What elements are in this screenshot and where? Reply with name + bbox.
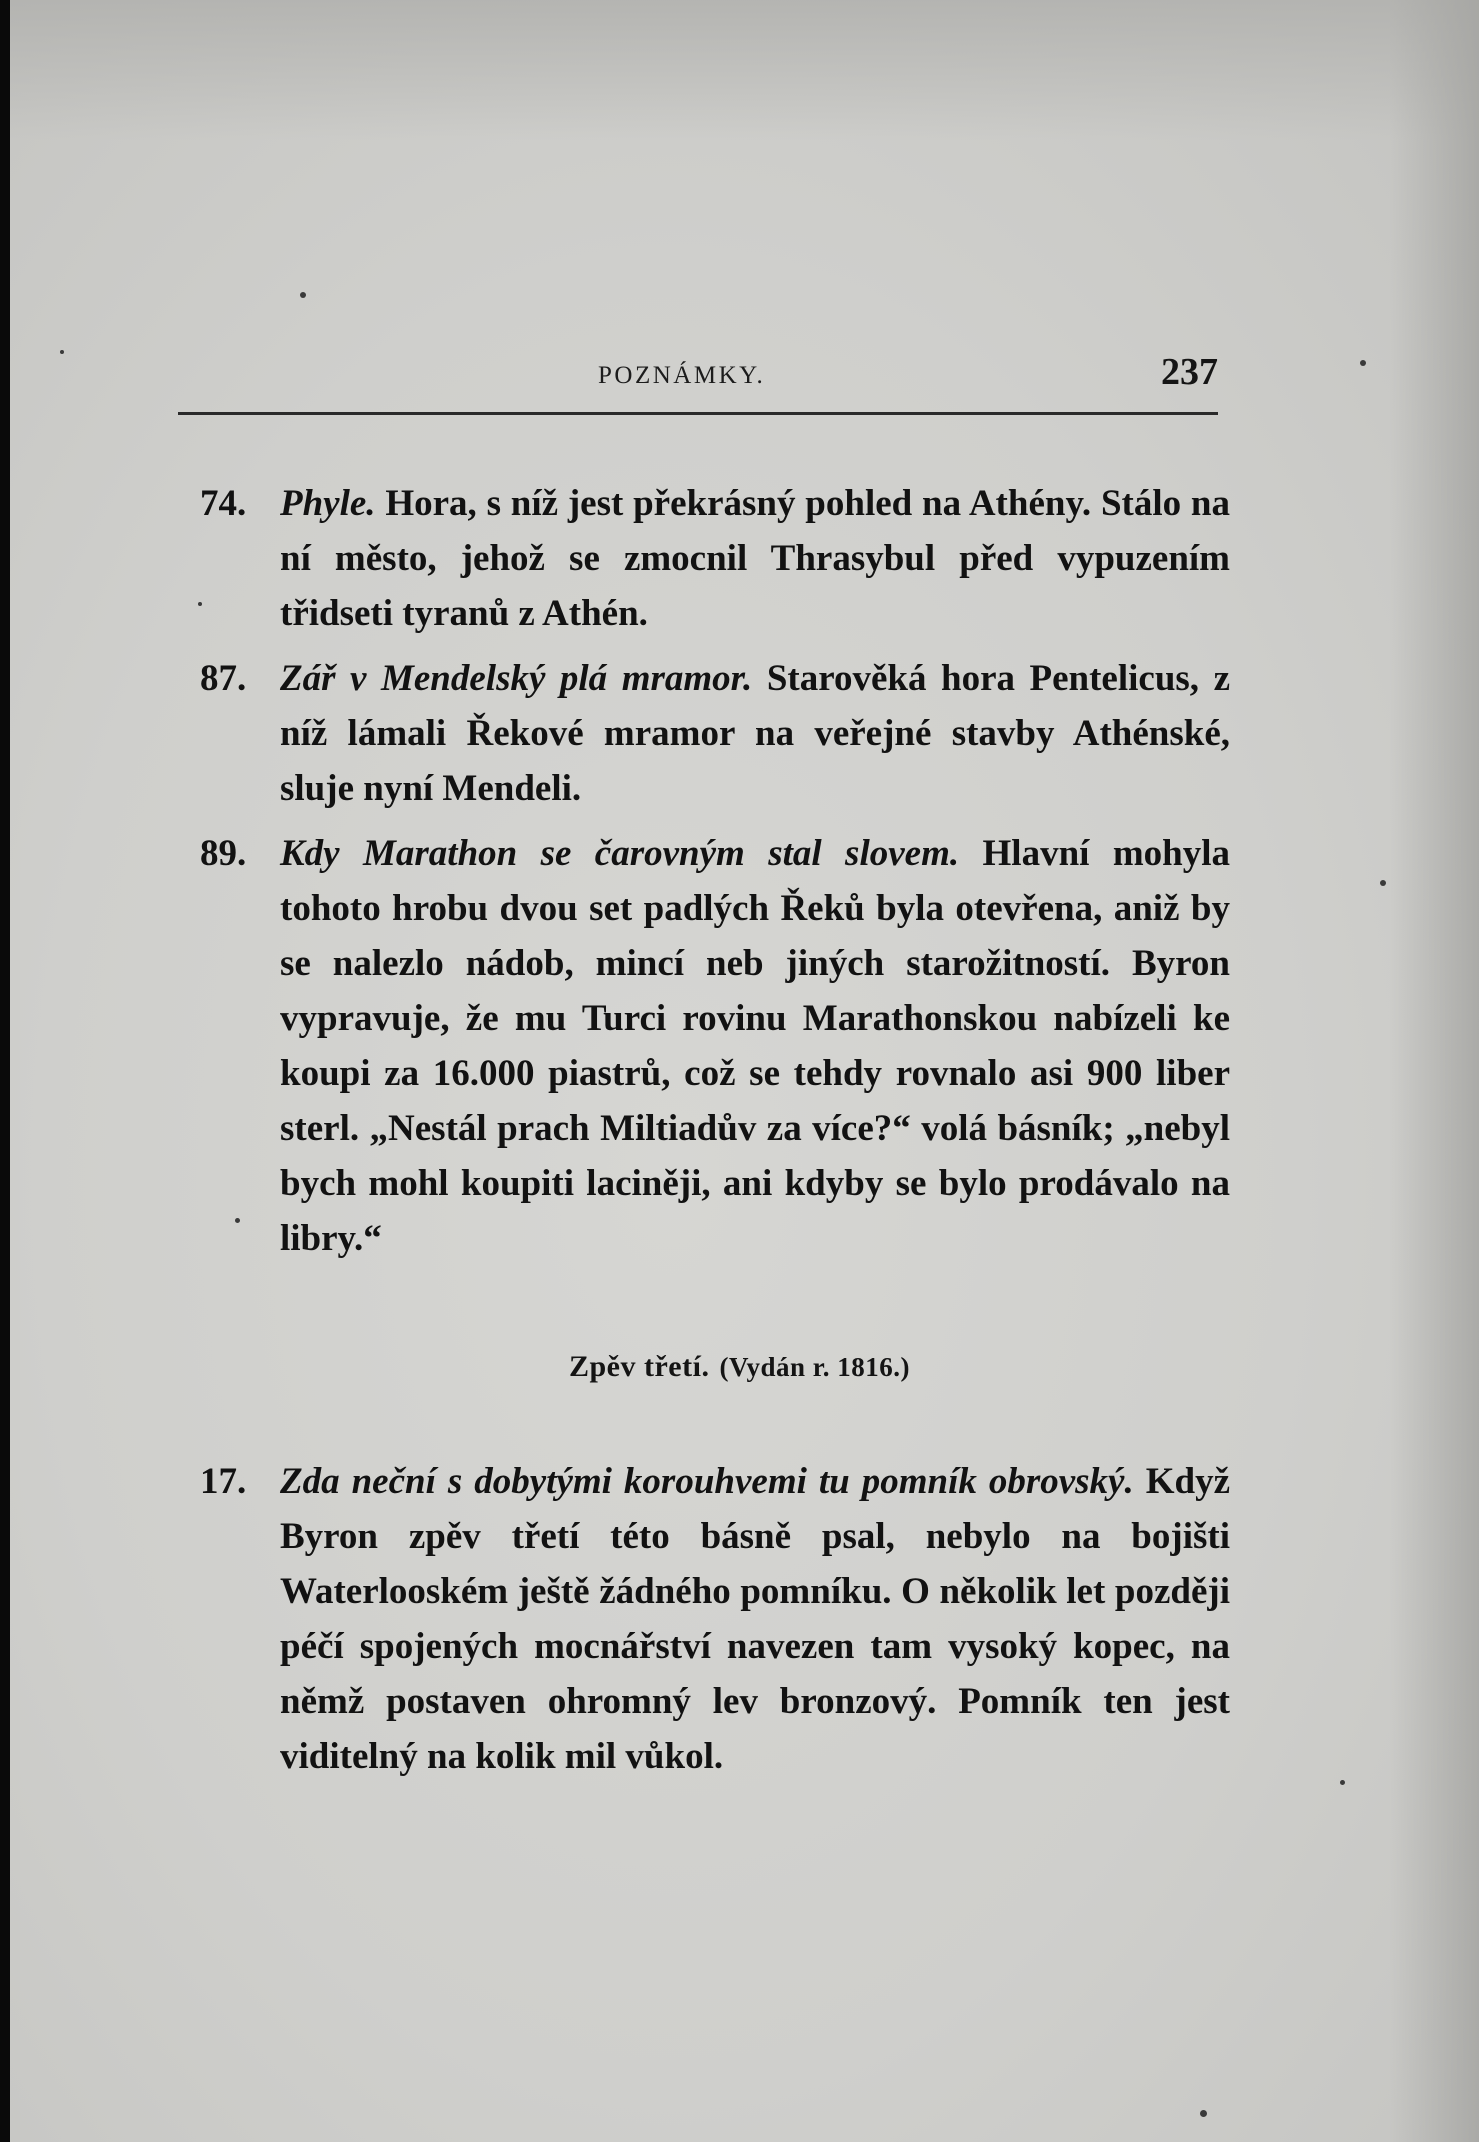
note-17 xyxy=(200,1454,1230,1784)
header-rule xyxy=(178,412,1218,415)
note-74 xyxy=(200,476,1230,641)
note-text: Starověká hora Pentelicus, z níž lámali Řekové mramor na veřejné stavby Athénské, sluje nyní Mendeli. xyxy=(280,658,1230,809)
page-header xyxy=(178,352,1230,400)
note-number: 87. xyxy=(200,658,247,699)
scan-speck xyxy=(300,292,306,298)
note-number: 89. xyxy=(200,833,247,874)
notes-list xyxy=(200,476,1230,1276)
note-87 xyxy=(200,651,1230,816)
scan-speck xyxy=(1340,1780,1345,1785)
scan-top-shadow xyxy=(10,0,1479,140)
scan-speck xyxy=(1380,880,1386,886)
note-lemma: Kdy Marathon se čarovným stal slovem. xyxy=(280,833,960,874)
scan-speck xyxy=(1200,2110,1207,2117)
section-title: Zpěv třetí. xyxy=(568,1350,710,1383)
note-number: 74. xyxy=(200,483,247,524)
note-lemma: Zář v Mendelský plá mramor. xyxy=(280,658,753,699)
running-head: POZNÁMKY. xyxy=(598,362,766,389)
section-subtitle: (Vydán r. 1816.) xyxy=(719,1352,910,1382)
note-text: Hora, s níž jest překrásný pohled na Athény. Stálo na ní město, jehož se zmocnil Thrasybul před vypuzením třidseti tyranů z Athén. xyxy=(280,483,1230,634)
page-number: 237 xyxy=(1161,351,1218,393)
note-lemma: Zda neční s dobytými korouhvemi tu pomník obrovský. xyxy=(280,1461,1134,1502)
scan-left-edge xyxy=(0,0,10,2142)
note-text: Když Byron zpěv třetí této básně psal, nebylo na bojišti Waterlooském ještě žádného pomníku. O několik let později péčí spojených mocnářství navezen tam vysoký kopec, na němž postaven ohromný lev bronzový. Pomník ten jest viditelný na kolik mil vůkol. xyxy=(280,1461,1231,1777)
note-lemma: Phyle. xyxy=(280,483,376,524)
note-text: Hlavní mohyla tohoto hrobu dvou set padlých Řeků byla otevřena, aniž by se nalezlo nádob, mincí neb jiných starožitností. Byron vypravuje, že mu Turci rovinu Marathonskou nabízeli ke koupi za 16.000 piastrů, což se tehdy rovnalo asi 900 liber sterl. „Nestál prach Miltiadův za více?“ volá básník; „nebyl bych mohl koupiti laciněji, ani kdyby se bylo prodávalo na libry.“ xyxy=(280,833,1230,1259)
note-89 xyxy=(200,826,1230,1266)
notes-list-canto-3 xyxy=(200,1454,1230,1794)
section-heading xyxy=(0,1350,1479,1384)
note-number: 17. xyxy=(200,1461,247,1502)
scan-speck xyxy=(1360,360,1366,366)
scan-right-shadow xyxy=(1389,0,1479,2142)
scan-speck xyxy=(60,350,64,354)
